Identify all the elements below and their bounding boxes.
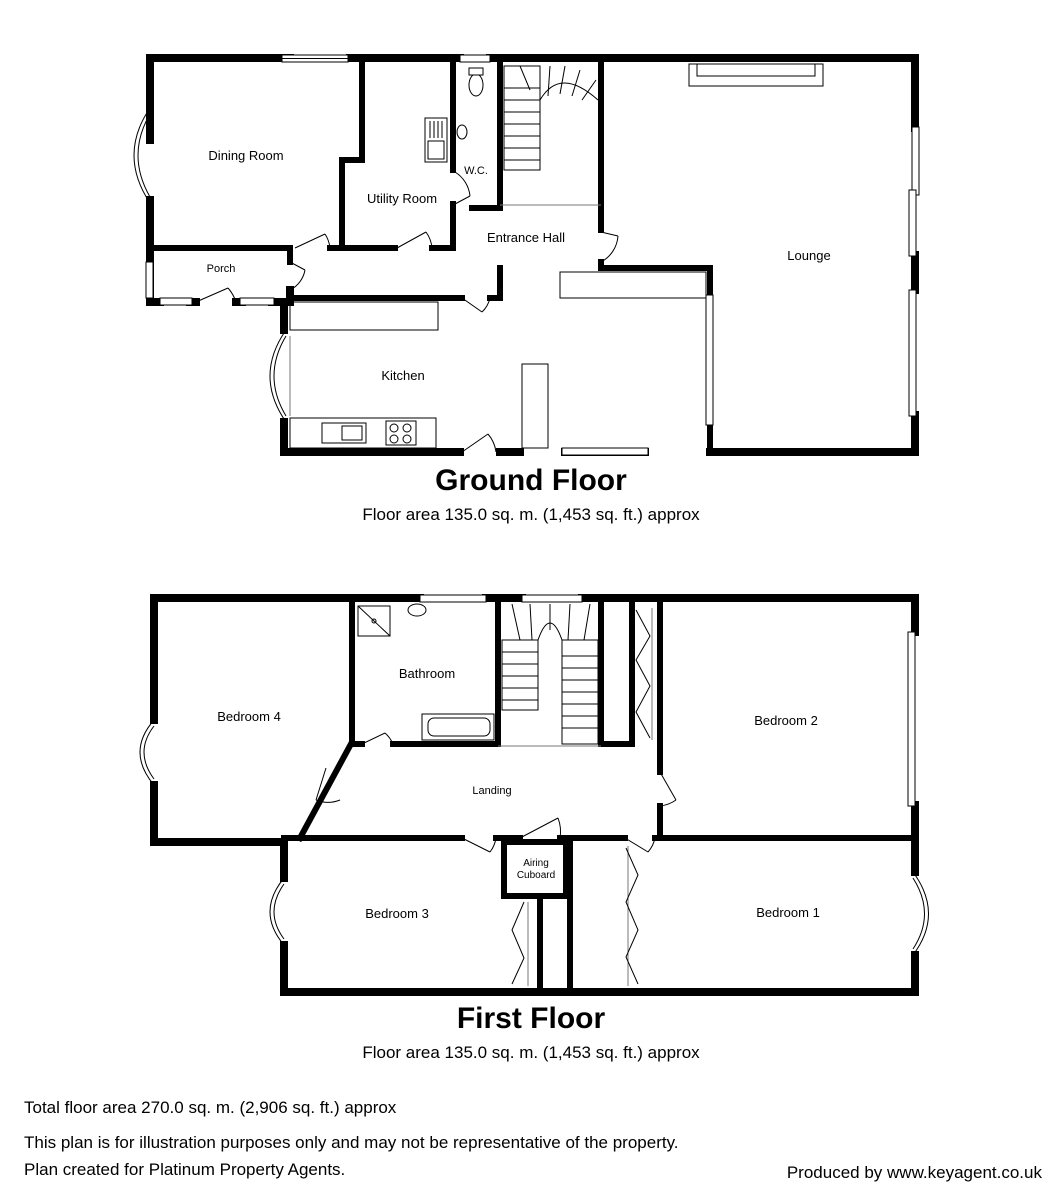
room-label-bedroom-2: Bedroom 2 xyxy=(754,713,818,728)
first-floor-title: First Floor xyxy=(456,1002,606,1035)
room-label-wc: W.C. xyxy=(464,165,488,177)
first-floor-plan xyxy=(140,595,929,1062)
room-label-airing-line1: Airing xyxy=(523,858,549,869)
room-label-bedroom-4: Bedroom 4 xyxy=(217,709,281,724)
room-label-utility-room: Utility Room xyxy=(366,191,438,206)
created-for-text: Plan created for Platinum Property Agents. xyxy=(24,1160,346,1179)
room-label-bathroom: Bathroom xyxy=(398,666,456,681)
room-label-airing-line2: Cuboard xyxy=(516,870,556,881)
ground-floor-plan xyxy=(134,55,919,524)
ground-staircase xyxy=(504,66,598,170)
room-label-entrance-hall: Entrance Hall xyxy=(486,230,566,245)
room-label-kitchen: Kitchen xyxy=(381,368,425,383)
room-label-bedroom-3: Bedroom 3 xyxy=(365,906,429,921)
total-floor-area: Total floor area 270.0 sq. m. (2,906 sq. ft.) approx xyxy=(24,1098,397,1117)
first-floor-area: Floor area 135.0 sq. m. (1,453 sq. ft.) approx xyxy=(362,1043,700,1062)
room-label-dining-room: Dining Room xyxy=(208,148,284,163)
room-label-bedroom-1: Bedroom 1 xyxy=(756,905,820,920)
first-staircase xyxy=(502,604,598,744)
ground-floor-title: Ground Floor xyxy=(435,464,627,497)
ground-floor-area: Floor area 135.0 sq. m. (1,453 sq. ft.) approx xyxy=(362,505,700,524)
room-label-porch: Porch xyxy=(206,263,236,275)
disclaimer-text: This plan is for illustration purposes only and may not be representative of the property. xyxy=(24,1133,679,1152)
produced-by-text: Produced by www.keyagent.co.uk xyxy=(786,1163,1042,1182)
room-label-landing: Landing xyxy=(472,785,512,797)
room-label-lounge: Lounge xyxy=(787,248,831,263)
